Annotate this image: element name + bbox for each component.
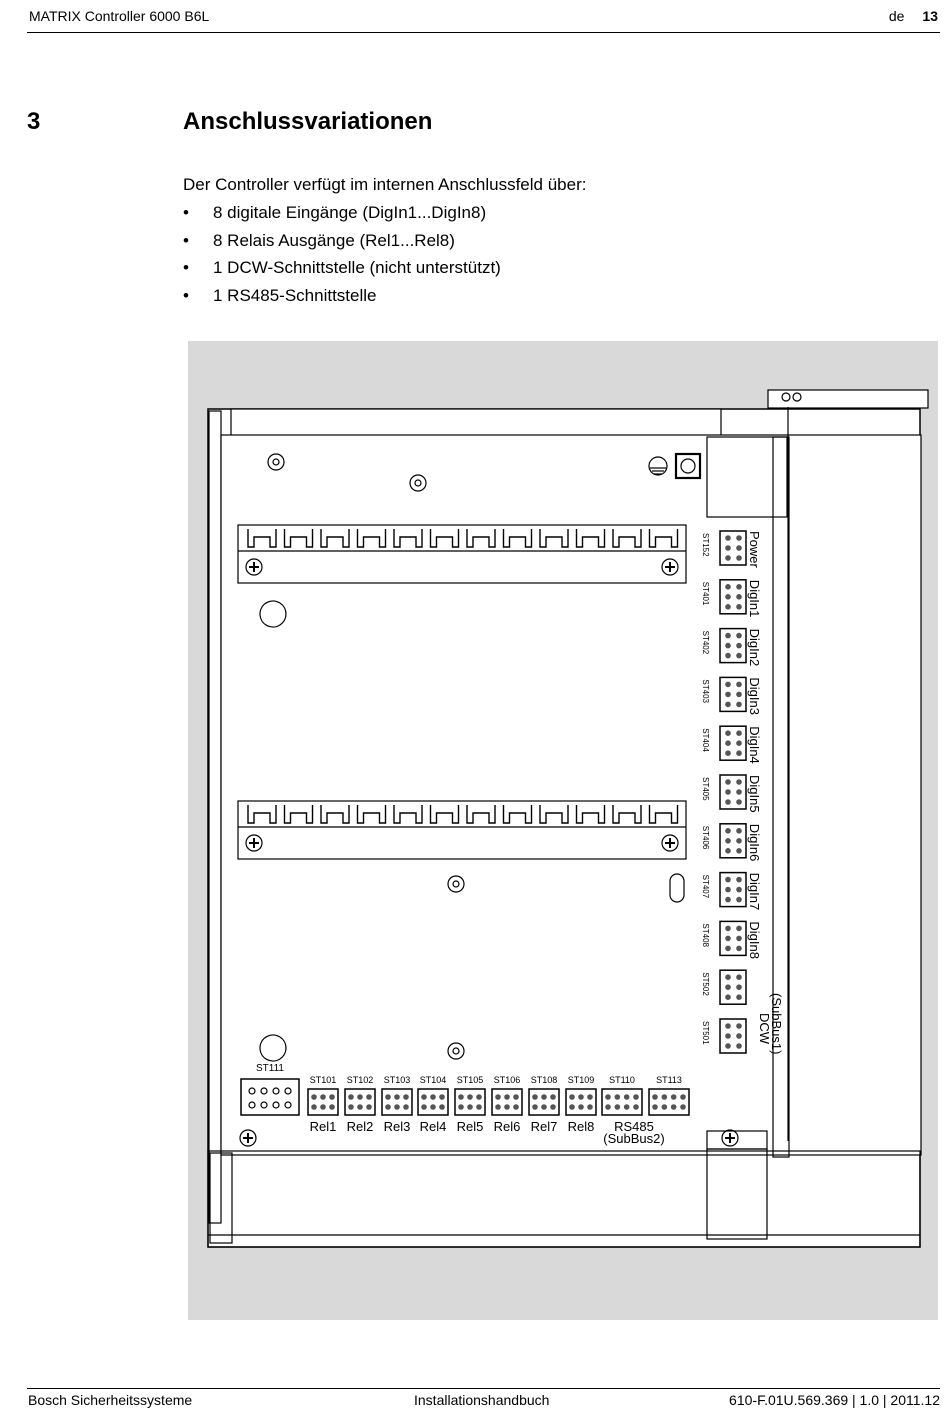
connector-label: DigIn3 [747, 677, 762, 715]
terminal-block [720, 677, 746, 711]
controller-diagram [188, 341, 938, 1320]
connector-id: ST408 [701, 923, 710, 947]
terminal-pin [671, 1104, 677, 1110]
terminal-pin [736, 702, 742, 708]
terminal-pin [587, 1104, 593, 1110]
terminal-pin [736, 594, 742, 600]
terminal-pin [736, 828, 742, 834]
st111-label: ST111 [256, 1063, 284, 1074]
connector-st109 [566, 1075, 596, 1134]
connector-id: ST406 [701, 825, 710, 850]
connector-label: Rel4 [419, 1119, 447, 1134]
dcw-label: DCW [757, 1013, 772, 1045]
terminal-pin [725, 887, 731, 893]
terminal-pin [680, 1104, 686, 1110]
terminal-block [649, 1089, 689, 1115]
terminal-block [455, 1089, 485, 1115]
connector-label: Rel5 [456, 1119, 484, 1134]
connector-id: ST501 [701, 1021, 710, 1045]
connector-id: ST110 [609, 1075, 635, 1085]
terminal-pin [569, 1104, 575, 1110]
connector-label: Rel7 [530, 1119, 558, 1134]
terminal-block [492, 1089, 522, 1115]
terminal-pin [605, 1094, 611, 1100]
terminal-pin [725, 1023, 731, 1029]
terminal-pin [615, 1094, 621, 1100]
terminal-pin [736, 936, 742, 942]
terminal-pin [725, 584, 731, 590]
terminal-block [720, 726, 746, 760]
terminal-pin [357, 1104, 363, 1110]
connector-id: ST502 [701, 972, 710, 996]
terminal-pin [421, 1104, 427, 1110]
connector-st104 [418, 1075, 448, 1134]
connector-st105 [455, 1075, 485, 1134]
terminal-pin [320, 1104, 326, 1110]
terminal-pin [439, 1094, 445, 1100]
terminal-pin [467, 1094, 473, 1100]
terminal-block [720, 1019, 746, 1053]
page-number: 13 [922, 8, 938, 24]
terminal-pin [736, 926, 742, 932]
terminal-pin [569, 1094, 575, 1100]
connector-label: Rel1 [309, 1119, 337, 1134]
dcw-sublabel: (SubBus1) [769, 993, 784, 1055]
terminal-pin [736, 643, 742, 649]
terminal-pin [725, 682, 731, 688]
terminal-block [418, 1089, 448, 1115]
terminal-block [720, 873, 746, 907]
terminal-pin [725, 653, 731, 659]
terminal-block [720, 824, 746, 858]
terminal-pin [725, 604, 731, 610]
terminal-pin [458, 1094, 464, 1100]
terminal-pin [320, 1094, 326, 1100]
terminal-pin [725, 692, 731, 698]
terminal-pin [476, 1094, 482, 1100]
connector-id: ST113 [656, 1075, 682, 1085]
header-title: MATRIX Controller 6000 B6L [29, 8, 210, 24]
terminal-pin [725, 799, 731, 805]
rs485-sublabel: (SubBus2) [603, 1131, 665, 1146]
terminal-pin [736, 1023, 742, 1029]
terminal-pin [513, 1094, 519, 1100]
terminal-pin [725, 555, 731, 561]
terminal-pin [430, 1094, 436, 1100]
connector-id: ST401 [701, 581, 710, 606]
terminal-pin [736, 584, 742, 590]
list-item: • 8 digitale Eingänge (DigIn1...DigIn8) [183, 203, 501, 231]
terminal-pin [348, 1094, 354, 1100]
terminal-pin [725, 594, 731, 600]
terminal-block [345, 1089, 375, 1115]
terminal-pin [680, 1094, 686, 1100]
terminal-pin [736, 799, 742, 805]
terminal-pin [403, 1094, 409, 1100]
connector-label: DigIn1 [747, 579, 762, 618]
connector-id: ST402 [701, 630, 710, 655]
connector-label: DigIn5 [747, 775, 762, 813]
terminal-pin [736, 535, 742, 541]
terminal-pin [652, 1094, 658, 1100]
terminal-pin [541, 1094, 547, 1100]
terminal-block [720, 921, 746, 955]
terminal-pin [348, 1104, 354, 1110]
terminal-block [720, 629, 746, 663]
terminal-pin [725, 848, 731, 854]
list-item: • 1 DCW-Schnittstelle (nicht unterstützt) [183, 258, 501, 286]
terminal-pin [725, 838, 731, 844]
terminal-pin [725, 779, 731, 785]
connector-label: Rel6 [493, 1119, 521, 1134]
terminal-pin [736, 974, 742, 980]
terminal-pin [736, 897, 742, 903]
terminal-pin [725, 897, 731, 903]
page-header [27, 0, 940, 33]
header-lang: de [888, 8, 905, 24]
feature-list [183, 203, 501, 313]
terminal-pin [430, 1104, 436, 1110]
terminal-block [308, 1089, 338, 1115]
terminal-pin [311, 1104, 317, 1110]
terminal-pin [736, 1043, 742, 1049]
connector-st106 [492, 1075, 522, 1134]
terminal-block [720, 580, 746, 614]
terminal-pin [578, 1104, 584, 1110]
connector-label: DigIn7 [747, 872, 762, 911]
connector-label: Rel3 [383, 1119, 411, 1134]
connector-id: ST404 [701, 728, 710, 752]
terminal-pin [736, 750, 742, 756]
terminal-pin [736, 682, 742, 688]
connector-st108 [529, 1075, 559, 1134]
terminal-pin [403, 1104, 409, 1110]
terminal-block [566, 1089, 596, 1115]
terminal-pin [504, 1094, 510, 1100]
terminal-pin [736, 730, 742, 736]
terminal-pin [725, 633, 731, 639]
terminal-pin [736, 789, 742, 795]
rs485-label: RS485 [614, 1119, 654, 1134]
terminal-pin [725, 994, 731, 1000]
terminal-pin [725, 946, 731, 952]
terminal-pin [550, 1094, 556, 1100]
terminal-pin [736, 779, 742, 785]
connector-id: ST105 [456, 1075, 484, 1085]
terminal-pin [385, 1104, 391, 1110]
terminal-pin [532, 1094, 538, 1100]
terminal-pin [725, 984, 731, 990]
terminal-pin [633, 1104, 639, 1110]
terminal-pin [725, 1033, 731, 1039]
terminal-pin [662, 1094, 668, 1100]
connector-id: ST108 [530, 1075, 558, 1085]
list-item: • 1 RS485-Schnittstelle [183, 286, 501, 314]
terminal-pin [357, 1094, 363, 1100]
connector-id: ST101 [309, 1075, 337, 1085]
terminal-pin [550, 1104, 556, 1110]
connector-id: ST152 [701, 533, 710, 557]
connector-label: Rel2 [346, 1119, 374, 1134]
terminal-pin [725, 926, 731, 932]
terminal-pin [329, 1094, 335, 1100]
terminal-pin [736, 838, 742, 844]
connector-id: ST405 [701, 777, 710, 801]
terminal-pin [513, 1104, 519, 1110]
list-item: • 8 Relais Ausgänge (Rel1...Rel8) [183, 231, 501, 259]
header-meta [889, 8, 938, 24]
terminal-pin [633, 1094, 639, 1100]
connector-id: ST106 [493, 1075, 521, 1085]
connector-id: ST403 [701, 679, 710, 703]
terminal-pin [725, 643, 731, 649]
terminal-block [602, 1089, 642, 1115]
footer-company: Bosch Sicherheitssysteme [28, 1392, 193, 1408]
terminal-pin [495, 1094, 501, 1100]
terminal-pin [439, 1104, 445, 1110]
terminal-pin [736, 887, 742, 893]
terminal-pin [615, 1104, 621, 1110]
terminal-pin [458, 1104, 464, 1110]
terminal-pin [366, 1094, 372, 1100]
terminal-pin [736, 604, 742, 610]
terminal-pin [736, 653, 742, 659]
section-title: Anschlussvariationen [183, 108, 433, 135]
connector-st103 [382, 1075, 412, 1134]
terminal-pin [366, 1104, 372, 1110]
terminal-pin [671, 1094, 677, 1100]
terminal-pin [725, 1043, 731, 1049]
terminal-pin [605, 1104, 611, 1110]
terminal-pin [476, 1104, 482, 1110]
connector-label: DigIn6 [747, 823, 762, 862]
terminal-pin [736, 848, 742, 854]
terminal-pin [725, 828, 731, 834]
terminal-pin [736, 545, 742, 551]
connector-label: Rel8 [567, 1119, 595, 1134]
terminal-pin [725, 750, 731, 756]
terminal-pin [725, 877, 731, 883]
terminal-pin [736, 692, 742, 698]
connector-st102 [345, 1075, 375, 1134]
connector-label: DigIn2 [747, 628, 762, 667]
terminal-pin [421, 1094, 427, 1100]
connector-st101 [308, 1075, 338, 1134]
terminal-pin [385, 1094, 391, 1100]
terminal-pin [725, 789, 731, 795]
section-number: 3 [27, 108, 41, 135]
terminal-pin [736, 740, 742, 746]
connector-id: ST407 [701, 874, 710, 899]
terminal-pin [725, 730, 731, 736]
page-footer [27, 1388, 940, 1409]
terminal-pin [541, 1104, 547, 1110]
terminal-block [720, 970, 746, 1004]
terminal-pin [532, 1104, 538, 1110]
terminal-pin [467, 1104, 473, 1110]
connector-id: ST109 [567, 1075, 595, 1085]
terminal-pin [662, 1104, 668, 1110]
footer-doc-type: Installationshandbuch [414, 1392, 550, 1408]
terminal-pin [725, 535, 731, 541]
terminal-pin [736, 877, 742, 883]
terminal-pin [652, 1104, 658, 1110]
terminal-block [720, 531, 746, 565]
terminal-block [720, 775, 746, 809]
connector-id: ST103 [383, 1075, 411, 1085]
terminal-pin [394, 1094, 400, 1100]
terminal-pin [725, 545, 731, 551]
connector-id: ST104 [419, 1075, 447, 1085]
terminal-pin [736, 1033, 742, 1039]
terminal-pin [725, 702, 731, 708]
intro-text: Der Controller verfügt im internen Anschlussfeld über: [183, 175, 587, 194]
terminal-pin [624, 1094, 630, 1100]
terminal-pin [624, 1104, 630, 1110]
terminal-pin [394, 1104, 400, 1110]
terminal-pin [578, 1094, 584, 1100]
terminal-pin [495, 1104, 501, 1110]
footer-doc-id: 610-F.01U.569.369 | 1.0 | 2011.12 [729, 1392, 940, 1408]
terminal-pin [311, 1094, 317, 1100]
terminal-pin [725, 740, 731, 746]
terminal-pin [504, 1104, 510, 1110]
terminal-pin [736, 946, 742, 952]
terminal-pin [587, 1094, 593, 1100]
terminal-pin [736, 984, 742, 990]
connector-label: DigIn4 [747, 726, 762, 764]
connector-label: Power [747, 531, 762, 568]
terminal-pin [725, 936, 731, 942]
connector-id: ST102 [346, 1075, 374, 1085]
terminal-pin [329, 1104, 335, 1110]
terminal-pin [736, 994, 742, 1000]
terminal-block [382, 1089, 412, 1115]
terminal-pin [736, 633, 742, 639]
terminal-pin [725, 974, 731, 980]
controller-figure [188, 341, 938, 1320]
terminal-pin [736, 555, 742, 561]
connector-label: DigIn8 [747, 921, 762, 959]
terminal-block [529, 1089, 559, 1115]
